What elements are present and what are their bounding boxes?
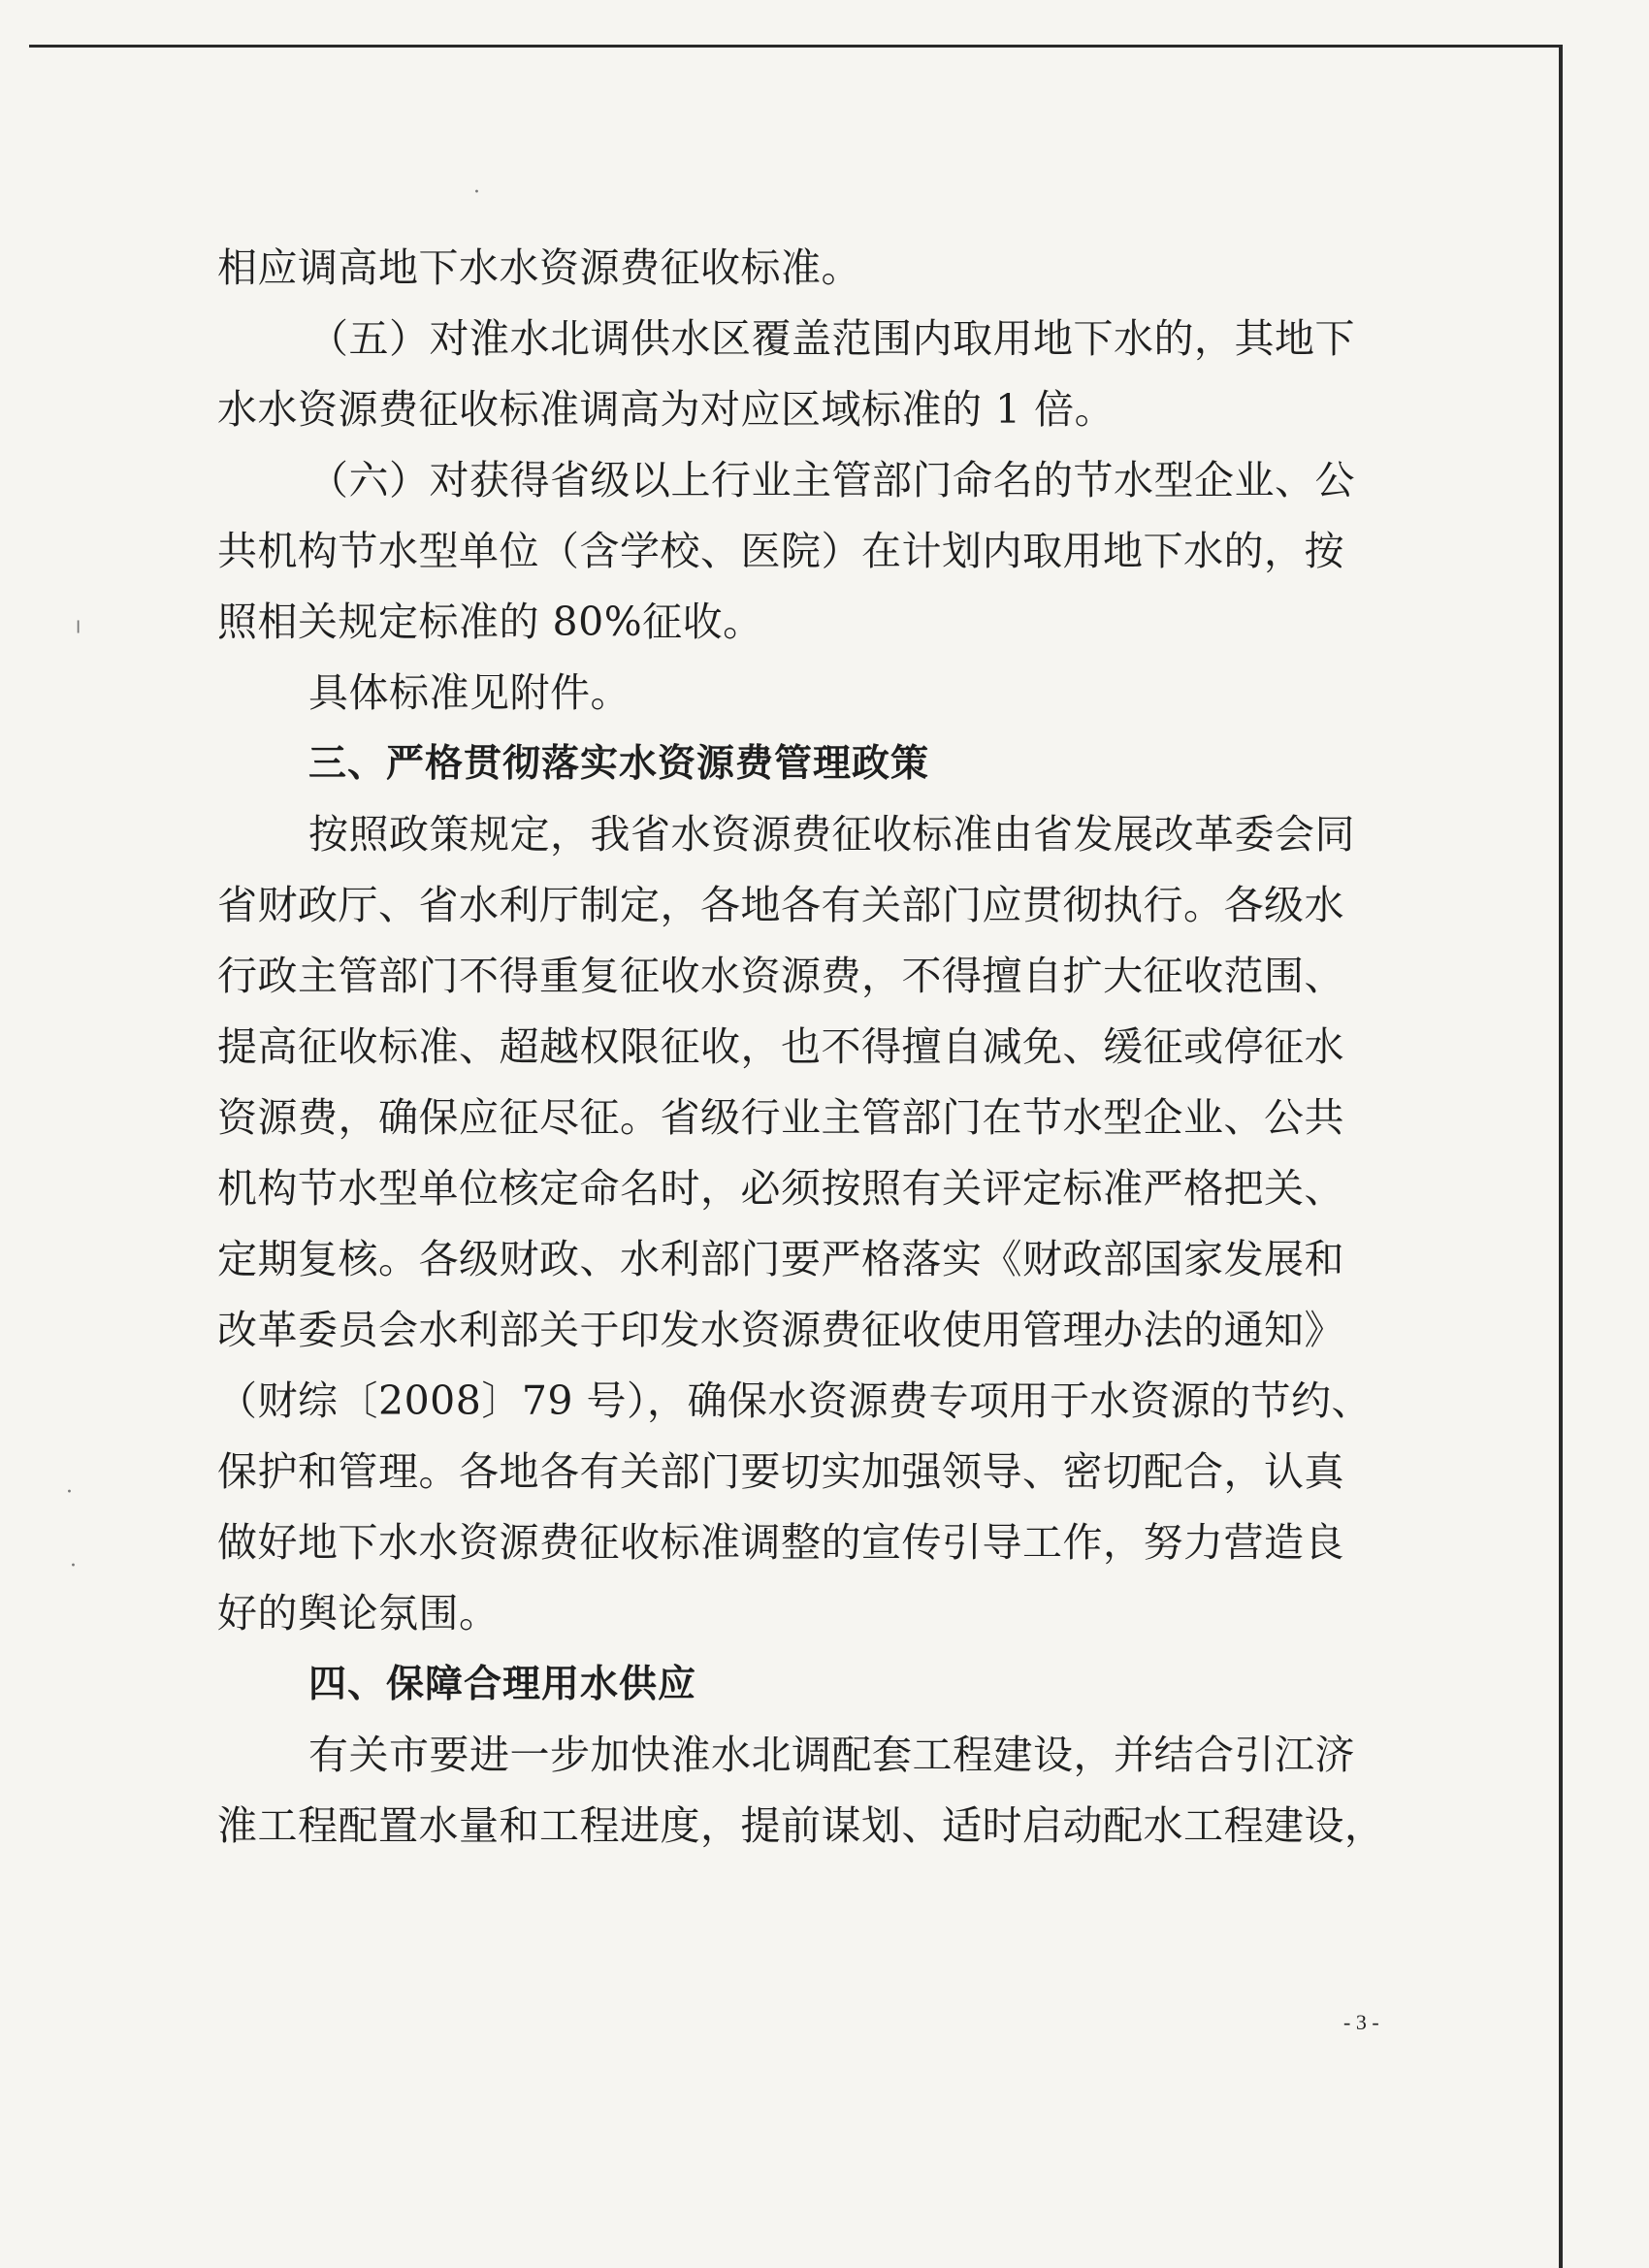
body-line: 行政主管部门不得重复征收水资源费，不得擅自扩大征收范围、: [217, 953, 1344, 999]
body-line: 改革委员会水利部关于印发水资源费征收使用管理办法的通知》: [217, 1307, 1344, 1353]
scan-speck: ·: [66, 1480, 73, 1505]
scan-speck: ·: [70, 1554, 77, 1578]
section-three-paragraph: 按照政策规定，我省水资源费征收标准由省发展改革委会同: [308, 811, 1355, 858]
body-line: 照相关规定标准的 80%征收。: [217, 599, 763, 645]
section-four-paragraph: 有关市要进一步加快淮水北调配套工程建设，并结合引江济: [308, 1732, 1355, 1778]
scan-border-top: [29, 45, 1562, 48]
item-five-paragraph: （五）对淮水北调供水区覆盖范围内取用地下水的，其地下: [308, 315, 1355, 362]
scan-speck: ·: [473, 180, 480, 205]
body-line: 提高征收标准、超越权限征收，也不得擅自减免、缓征或停征水: [217, 1023, 1344, 1070]
body-line: 相应调高地下水水资源费征收标准。: [217, 244, 861, 291]
body-line: 保护和管理。各地各有关部门要切实加强领导、密切配合，认真: [217, 1448, 1344, 1495]
body-line: 好的舆论氛围。: [217, 1590, 500, 1636]
body-line: 资源费，确保应征尽征。省级行业主管部门在节水型企业、公共: [217, 1094, 1344, 1141]
page-number: - 3 -: [1343, 2010, 1379, 2034]
body-line: 省财政厅、省水利厅制定，各地各有关部门应贯彻执行。各级水: [217, 882, 1344, 928]
section-heading-three: 三、严格贯彻落实水资源费管理政策: [308, 742, 930, 786]
body-line: 淮工程配置水量和工程进度，提前谋划、适时启动配水工程建设，: [217, 1802, 1385, 1849]
attachment-note: 具体标准见附件。: [308, 669, 630, 716]
body-line: 共机构节水型单位（含学校、医院）在计划内取用地下水的，按: [217, 528, 1344, 574]
body-line: 做好地下水水资源费征收标准调整的宣传引导工作，努力营造良: [217, 1519, 1344, 1566]
body-line: 定期复核。各级财政、水利部门要严格落实《财政部国家发展和: [217, 1236, 1344, 1282]
body-line: （财综〔2008〕79 号），确保水资源费专项用于水资源的节约、: [217, 1377, 1373, 1424]
document-body: [217, 233, 1410, 1862]
section-heading-four: 四、保障合理用水供应: [308, 1663, 697, 1706]
scan-speck: ╷: [72, 609, 85, 633]
body-line: 水水资源费征收标准调高为对应区域标准的 1 倍。: [217, 386, 1116, 433]
body-line: 机构节水型单位核定命名时，必须按照有关评定标准严格把关、: [217, 1165, 1344, 1212]
scan-border-right: [1559, 45, 1563, 2268]
item-six-paragraph: （六）对获得省级以上行业主管部门命名的节水型企业、公: [308, 457, 1355, 503]
